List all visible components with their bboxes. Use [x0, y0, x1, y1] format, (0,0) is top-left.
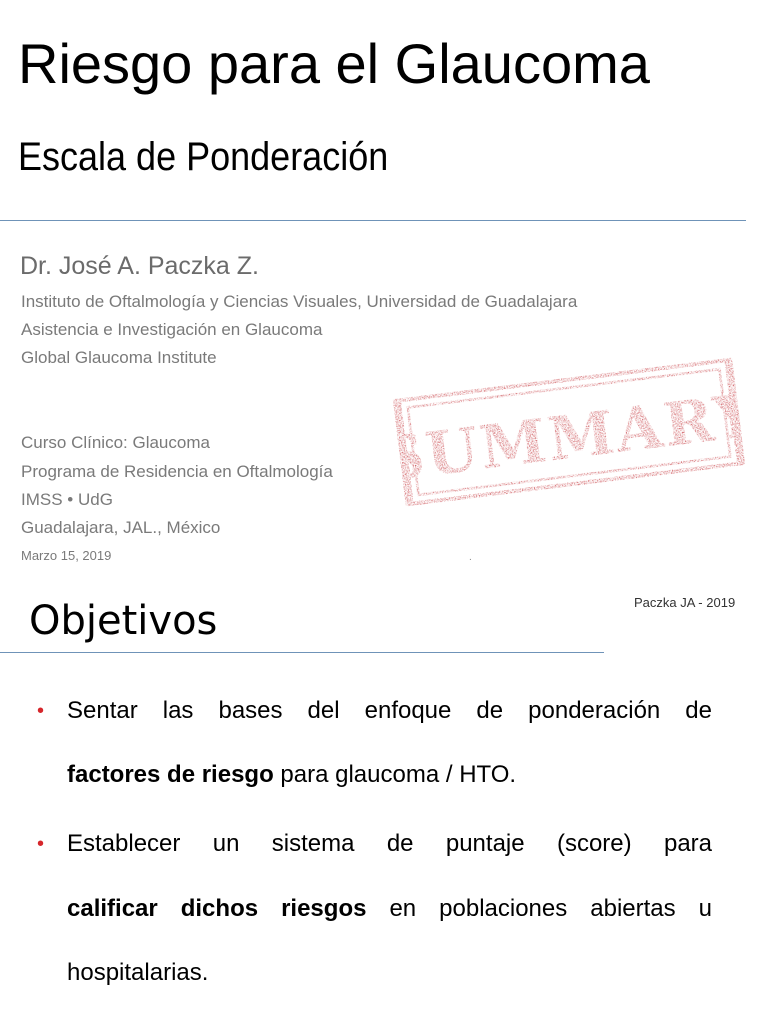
summary-stamp [392, 352, 746, 513]
objective-text [67, 761, 516, 789]
objective-rest: para glaucoma / HTO. [273, 761, 517, 788]
page-title: Riesgo para el Glaucoma [18, 32, 650, 95]
affiliation-line: Global Glaucoma Institute [21, 348, 217, 367]
page-subtitle: Escala de Ponderación [18, 135, 389, 179]
objective-text [67, 895, 712, 923]
objective-bold: calificar dichos riesgos [67, 895, 367, 922]
course-line: Programa de Residencia en Oftalmología [21, 462, 333, 481]
objective-text: Sentar las bases del enfoque de ponderación de [67, 697, 712, 724]
affiliation-line: Instituto de Oftalmología y Ciencias Visuales, Universidad de Guadalajara [21, 292, 578, 311]
section-heading: Objetivos [29, 598, 218, 644]
objective-bold: factores de riesgo [67, 761, 274, 788]
objective-text: hospitalarias. [67, 959, 209, 986]
credit-label: Paczka JA - 2019 [634, 595, 736, 610]
presentation-date: Marzo 15, 2019 [21, 548, 112, 563]
bullet-dot: • [37, 833, 45, 855]
objective-rest: en poblaciones abiertas u [366, 895, 712, 922]
course-line: Curso Clínico: Glaucoma [21, 433, 210, 452]
author-name: Dr. José A. Paczka Z. [20, 252, 259, 280]
objective-text: Establecer un sistema de puntaje (score) para [67, 830, 712, 857]
stamp-text: SUMMARY [391, 380, 747, 496]
course-line: Guadalajara, JAL., México [21, 518, 221, 537]
affiliation-line: Asistencia e Investigación en Glaucoma [21, 320, 323, 339]
section-divider [0, 652, 604, 653]
course-line: IMSS • UdG [21, 490, 113, 509]
stray-dot: . [469, 552, 472, 563]
title-divider [0, 220, 746, 221]
bullet-dot: • [37, 700, 45, 722]
